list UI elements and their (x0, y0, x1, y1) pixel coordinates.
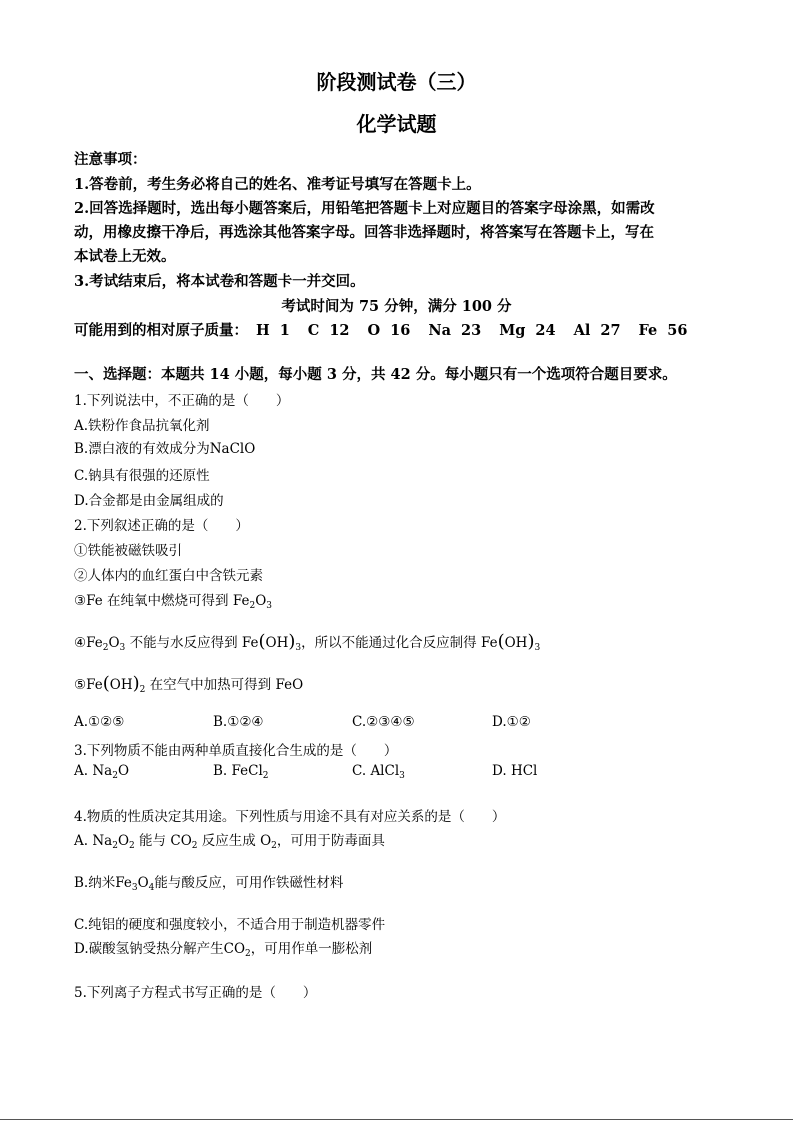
mass-value: 1 (279, 322, 290, 339)
mass-symbol: O (367, 322, 381, 339)
circled-number: ③ (74, 593, 87, 609)
page-bottom-rule (0, 1119, 793, 1120)
question-3-option-a (74, 763, 129, 779)
question-1-option-d: D.合金都是由金属组成的 (74, 493, 224, 509)
question-3-option-b (213, 763, 269, 779)
notes-item-1: 1.答卷前，考生务必将自己的姓名、准考证号填写在答题卡上。 (74, 176, 481, 193)
question-1-stem: 1.下列说法中，不正确的是（ ） (74, 393, 290, 409)
formula-na2o2: $Na_2O_2$ (92, 833, 135, 851)
option-text: 能与 (134, 833, 171, 849)
question-2-statement-1: ①铁能被磁铁吸引 (74, 543, 182, 559)
question-2-statement-4 (74, 631, 540, 651)
formula-feo: FeO (275, 677, 304, 693)
mass-value: 27 (600, 322, 621, 339)
option-text: D.碳酸氢钠受热分解产生 (74, 941, 224, 957)
formula-feoh2: $Fe(OH)_2$ (86, 673, 146, 695)
exam-time-score: 考试时间为 75 分钟，满分 100 分 (281, 298, 512, 315)
option-letter: C. (352, 763, 371, 779)
formula-o2: $O_2$ (260, 833, 277, 851)
question-2-option-d: D.①② (492, 714, 531, 730)
option-text: 反应生成 (197, 833, 261, 849)
formula-alcl3: AlCl$_3$ (370, 763, 405, 781)
notes-item-2-line-3: 本试卷上无效。 (74, 248, 176, 265)
formula-co2: $CO_2$ (170, 833, 198, 851)
option-text: 能与酸反应，可用作铁磁性材料 (154, 875, 344, 891)
option-letter: B. (213, 763, 232, 779)
question-2-statement-3 (74, 589, 272, 609)
question-3-option-c (352, 763, 405, 779)
question-2-option-b: B.①②④ (213, 714, 264, 730)
mass-symbol: C (307, 322, 320, 339)
question-4-option-d (74, 937, 372, 957)
mass-symbol: Mg (499, 322, 526, 339)
mass-symbol: Fe (638, 322, 658, 339)
notes-heading: 注意事项： (74, 151, 147, 168)
mass-value: 23 (461, 322, 482, 339)
option-text: B.漂白液的有效成分为 (74, 441, 210, 457)
atomic-masses (74, 319, 687, 340)
formula-co2: $CO_2$ (223, 941, 251, 959)
option-letter: A. (74, 833, 93, 849)
statement-text: 不能与水反应得到 (125, 635, 242, 651)
question-2-statement-2: ②人体内的血红蛋白中含铁元素 (74, 568, 263, 584)
question-1-option-a: A.铁粉作食品抗氧化剂 (74, 418, 210, 434)
question-4-option-a (74, 829, 385, 849)
mass-value: 12 (329, 322, 350, 339)
question-2-stem: 2.下列叙述正确的是（ ） (74, 518, 249, 534)
question-5-stem: 5.下列离子方程式书写正确的是（ ） (74, 985, 317, 1001)
statement-text: 在纯氧中燃烧可得到 (102, 593, 233, 609)
page-title: 阶段测试卷（三） (316, 70, 477, 94)
formula-feoh3: $Fe(OH)_3$ (480, 631, 541, 653)
notes-item-2-line-2: 动，用橡皮擦干净后，再选涂其他答案字母。回答非选择题时，将答案写在答题卡上，写在 (74, 224, 654, 241)
formula-naclo: NaClO (209, 441, 256, 457)
mass-symbol: Na (428, 322, 452, 339)
question-3-stem: 3.下列物质不能由两种单质直接化合生成的是（ ） (74, 743, 398, 759)
question-2-statement-5 (74, 673, 303, 693)
formula-fe: Fe (86, 593, 103, 609)
notes-item-2-line-1: 2.回答选择题时，选出每小题答案后，用铅笔把答题卡上对应题目的答案字母涂黑，如需改 (74, 200, 655, 217)
option-text: ，可用作单一膨松剂 (250, 941, 373, 957)
question-4-option-c: C.纯铝的硬度和强度较小，不适合用于制造机器零件 (74, 917, 386, 933)
circled-number: ⑤ (74, 677, 87, 693)
circled-number: ④ (74, 635, 87, 651)
question-3-option-d (492, 763, 537, 779)
statement-text: 在空气中加热可得到 (145, 677, 276, 693)
question-1-option-c: C.钠具有很强的还原性 (74, 468, 210, 484)
formula-na2o: $Na_2O$ (92, 763, 130, 781)
section-1-heading: 一、选择题：本题共 14 小题，每小题 3 分，共 42 分。每小题只有一个选项符合题目要求。 (74, 366, 677, 383)
page-subtitle: 化学试题 (356, 112, 437, 136)
notes-item-3: 3.考试结束后，将本试卷和答题卡一并交回。 (74, 273, 365, 290)
question-4-stem: 4.物质的性质决定其用途。下列性质与用途不具有对应关系的是（ ） (74, 809, 506, 825)
formula-fecl2: FeCl$_2$ (231, 763, 269, 781)
option-text: B.纳米 (74, 875, 116, 891)
atomic-masses-label: 可能用到的相对原子质量： (74, 322, 248, 339)
formula-hcl: HCl (510, 763, 538, 779)
option-text: ，可用于防毒面具 (276, 833, 385, 849)
formula-fe3o4: $Fe_3O_4$ (115, 875, 155, 893)
question-2-option-c: C.②③④⑤ (352, 714, 415, 730)
formula-feoh3: $Fe(OH)_3$ (241, 631, 302, 653)
question-4-option-b (74, 871, 343, 891)
formula-fe2o3: $Fe_2O_3$ (86, 635, 126, 653)
mass-value: 16 (390, 322, 411, 339)
mass-symbol: H (256, 322, 270, 339)
statement-text: ，所以不能通过化合反应制得 (301, 635, 481, 651)
question-2-option-a: A.①②⑤ (74, 714, 125, 730)
option-letter: D. (492, 763, 511, 779)
formula-fe2o3: $Fe_2O_3$ (232, 593, 272, 611)
mass-value: 24 (535, 322, 556, 339)
mass-value: 56 (667, 322, 688, 339)
mass-symbol: Al (573, 322, 591, 339)
question-1-option-b (74, 437, 255, 457)
option-letter: A. (74, 763, 93, 779)
